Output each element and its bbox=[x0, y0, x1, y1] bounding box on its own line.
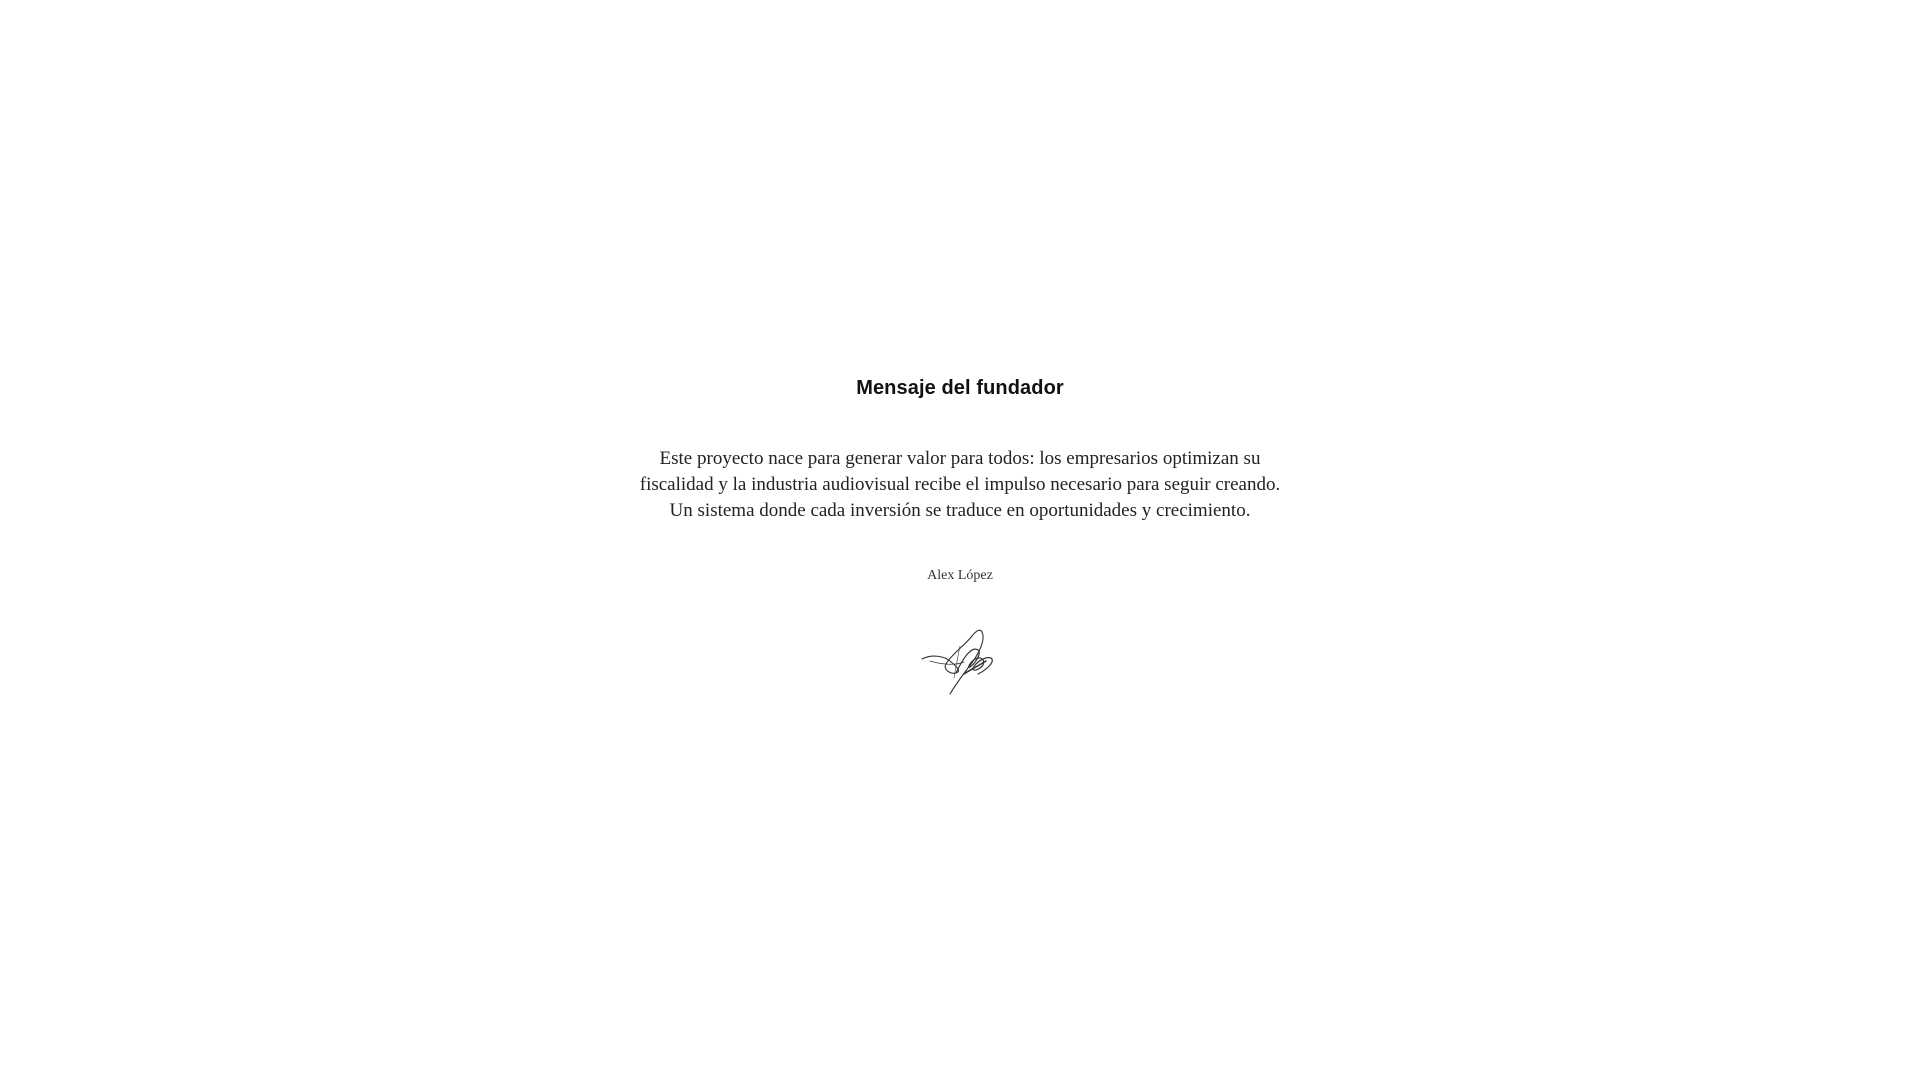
author-name: Alex López bbox=[927, 568, 993, 583]
founder-message-text: Este proyecto nace para generar valor para todos: los empresarios optimizan su fiscalidad y la industria audiovisual recibe el impulso necesario para seguir creando. Un sistema donde cada inversión se traduce en oportunidades y crecimiento. bbox=[639, 448, 1281, 521]
signature-icon bbox=[920, 626, 1000, 696]
section-title: Mensaje del fundador bbox=[856, 377, 1064, 399]
founder-message-section bbox=[0, 374, 1920, 696]
